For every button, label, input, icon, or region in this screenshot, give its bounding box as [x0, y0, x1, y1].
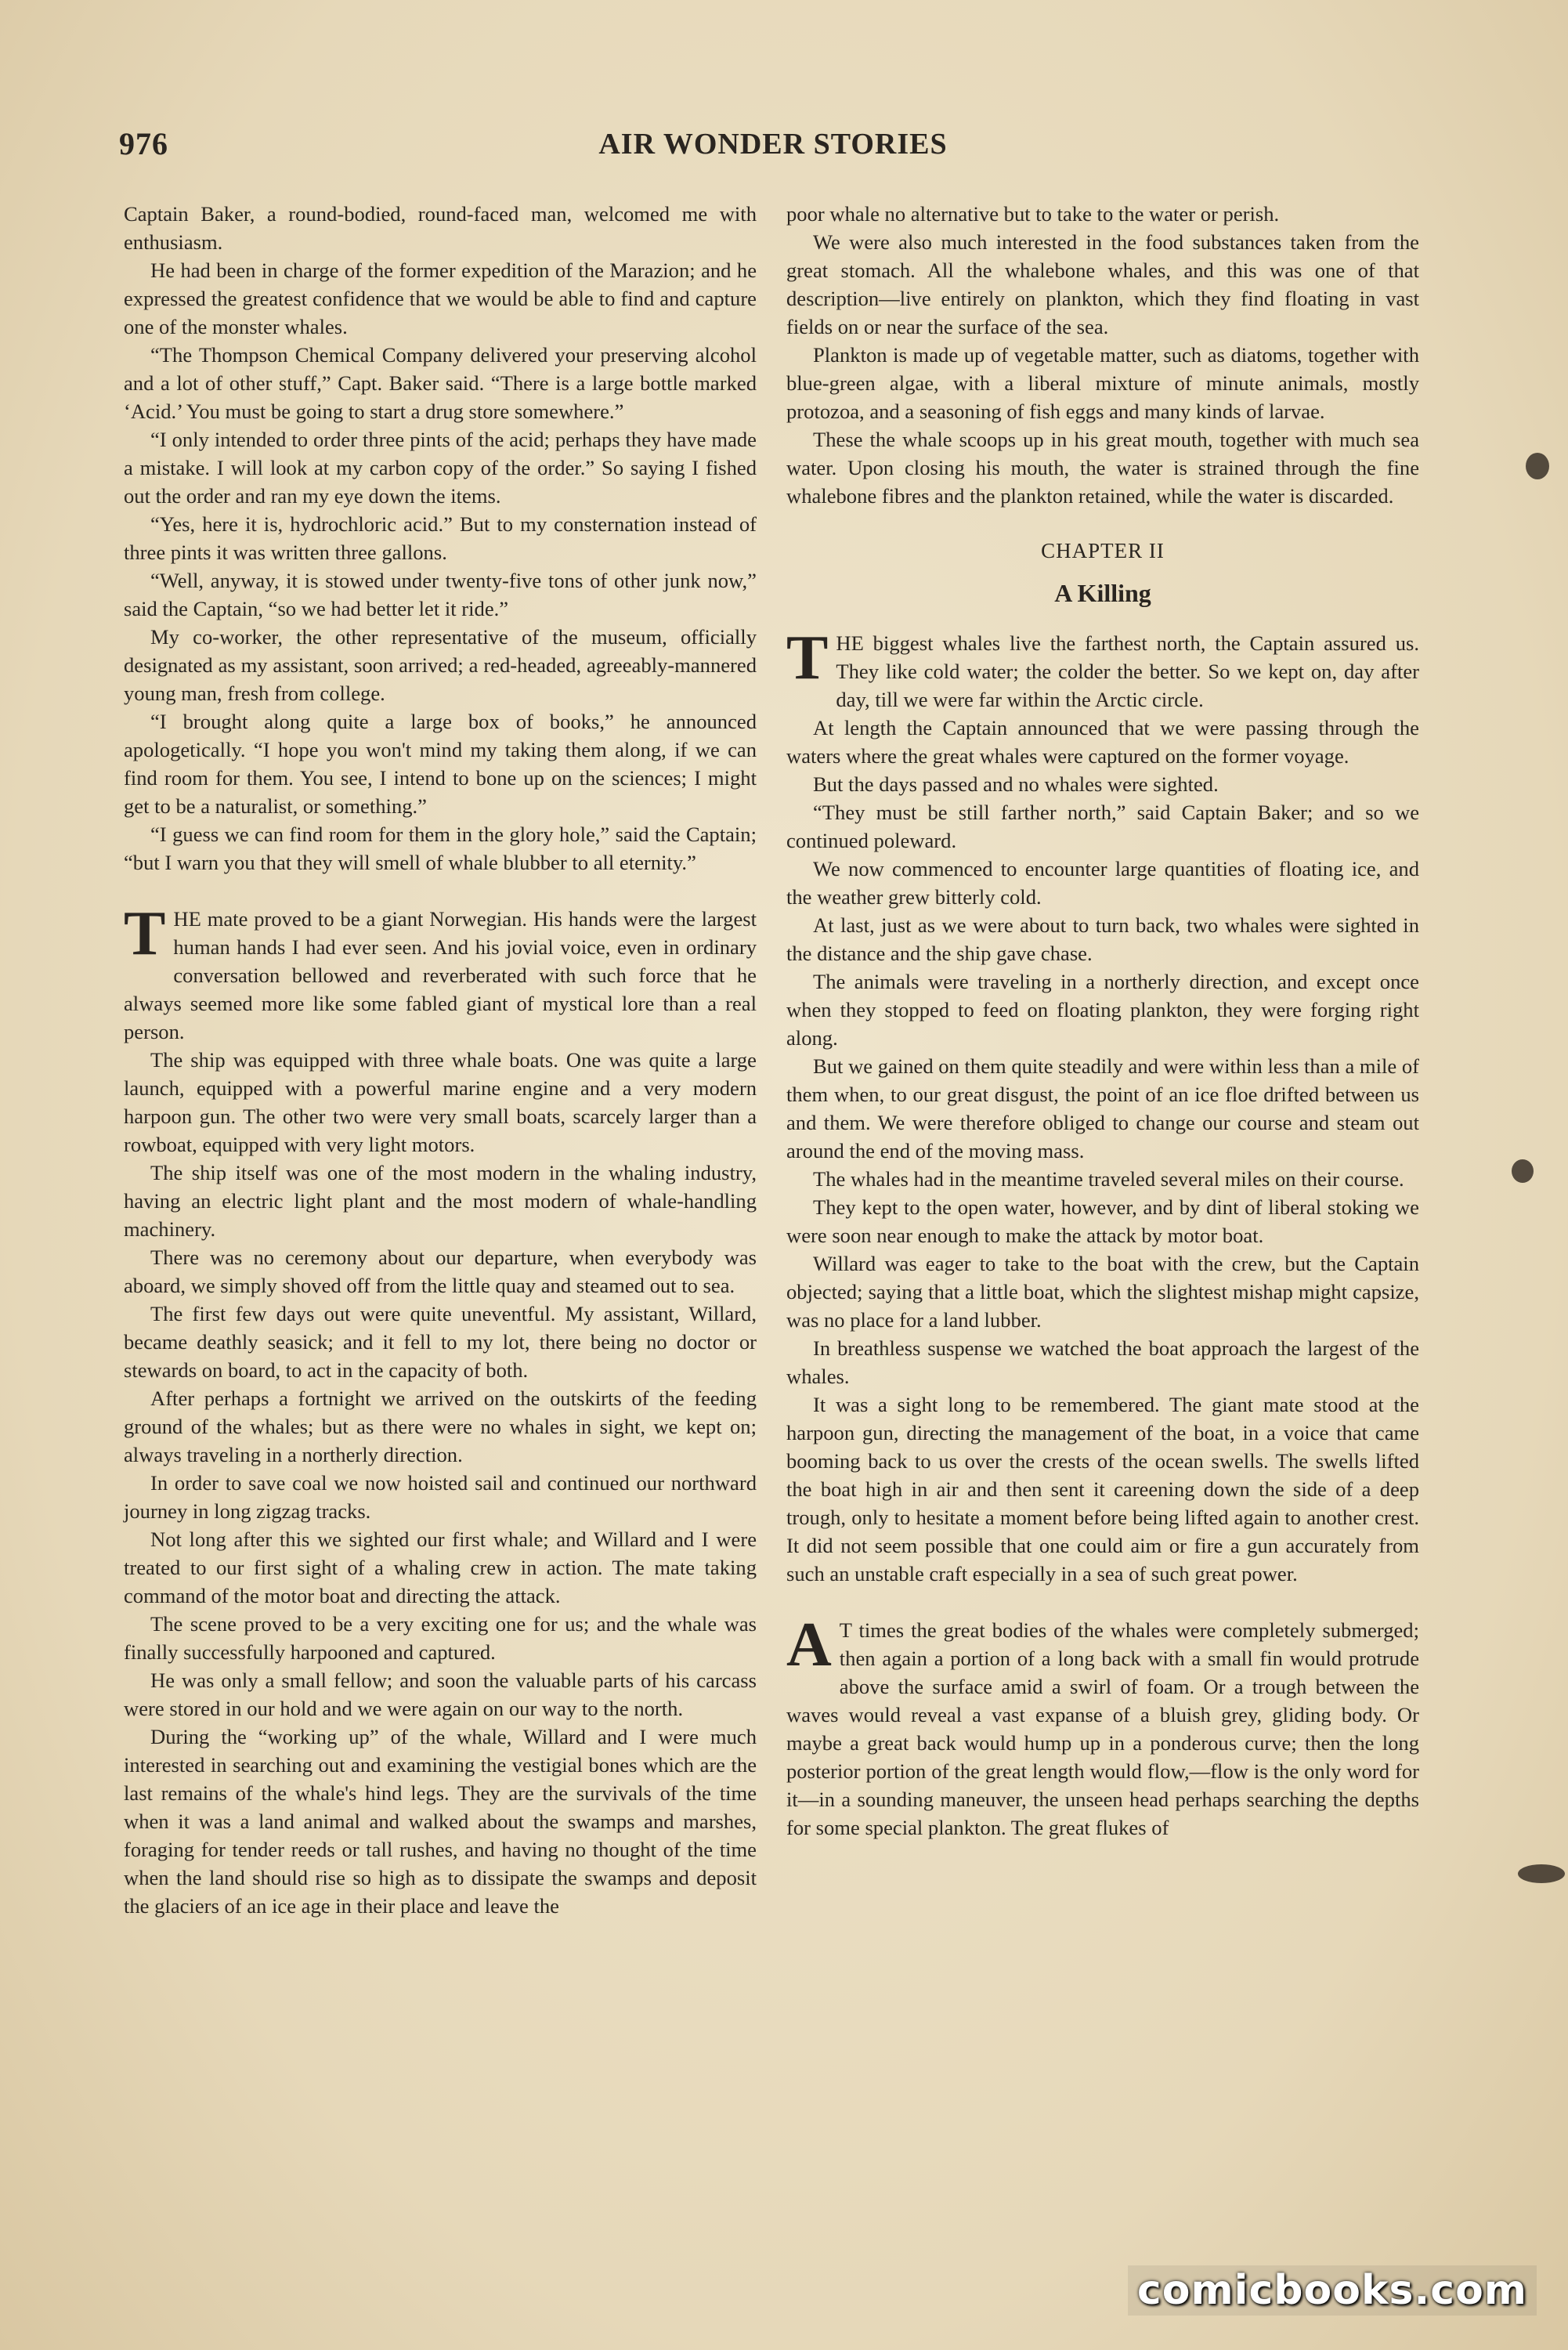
- paragraph-text: HE mate proved to be a giant Norwegian. His hands were the largest human hands I had ever seen. And his jovial voice, even in ordinary conversation bellowed and reverberated with such force that he always seemed more like some fabled giant of mystical lore than a real person.: [124, 907, 757, 1043]
- paragraph: These the whale scoops up in his great mouth, together with much sea water. Upon closing his mouth, the water is strained through the fine whalebone fibres and the plankton retained, while the water is discarded.: [786, 428, 1419, 508]
- paragraph: “I guess we can find room for them in the glory hole,” said the Captain; “but I warn you that they will smell of whale blubber to all eternity.”: [124, 822, 757, 874]
- paper-damage-mark: [1526, 453, 1549, 479]
- paper-damage-mark: [1512, 1159, 1534, 1183]
- paragraph: Willard was eager to take to the boat with the crew, but the Captain objected; saying that a little boat, which the slightest mishap might capsize, was no place for a land lubber.: [786, 1252, 1419, 1332]
- page-number: 976: [119, 126, 168, 161]
- paragraph: It was a sight long to be remembered. The giant mate stood at the harpoon gun, directing the management of the boat, in a voice that came booming back to us over the crests of the ocean swells. The swells lifted the boat high in air and then sent it careening down the side of a deep trough, only to hesitate a moment before being lifted again to another crest. It did not seem possible that one could aim or fire a gun accurately from such an unstable craft especially in a sea of such great power.: [786, 1393, 1419, 1585]
- paragraph: After perhaps a fortnight we arrived on the outskirts of the feeding ground of the whales; but as there were no whales in sight, we kept on; always traveling in a northerly direction.: [124, 1386, 757, 1466]
- watermark-logo: comicbooks.com: [1128, 2265, 1537, 2316]
- paragraph-text: T times the great bodies of the whales were completely submerged; then again a portion of a long back with a small fin would protrude above the surface amid a swirl of foam. Or a trough between the waves would reveal a vast expanse of a bluish grey, gliding body. Or maybe a great back would hump up in a ponderous curve; then the long posterior portion of the great length would flow,—flow is the only word for it—in a sounding maneuver, the unseen head perhaps searching the depths for some special plankton. The great flukes of: [786, 1618, 1419, 1839]
- paragraph: Not long after this we sighted our first whale; and Willard and I were treated to our first sight of a whaling crew in action. The mate taking command of the motor boat and directing the attack.: [124, 1528, 757, 1607]
- paragraph: At length the Captain announced that we were passing through the waters where the great whales were captured on the former voyage.: [786, 716, 1419, 768]
- paragraph: But the days passed and no whales were sighted.: [813, 772, 1219, 796]
- paragraph: They kept to the open water, however, and by dint of liberal stoking we were soon near enough to make the attack by motor boat.: [786, 1195, 1419, 1247]
- paragraph: The ship was equipped with three whale boats. One was quite a large launch, equipped with a powerful marine engine and a very modern harpoon gun. The other two were very small boats, scarcely larger than a rowboat, equipped with very light motors.: [124, 1048, 757, 1156]
- paragraph: “They must be still farther north,” said Captain Baker; and so we continued poleward.: [786, 801, 1419, 852]
- paragraph: “I only intended to order three pints of the acid; perhaps they have made a mistake. I will look at my carbon copy of the order.” So saying I fished out the order and ran my eye down the items.: [124, 428, 757, 508]
- paragraph: “Well, anyway, it is stowed under twenty-five tons of other junk now,” said the Captain, “so we had better let it ride.”: [124, 569, 757, 620]
- paragraph: The animals were traveling in a northerly direction, and except once when they stopped to feed on floating plankton, they were forging right along.: [786, 970, 1419, 1050]
- magazine-title: AIR WONDER STORIES: [598, 128, 948, 161]
- page-header: [119, 118, 1427, 172]
- paragraph-with-dropcap: [786, 1611, 1419, 1842]
- paragraph: We now commenced to encounter large quantities of floating ice, and the weather grew bitterly cold.: [786, 857, 1419, 909]
- paragraph: “I brought along quite a large box of books,” he announced apologetically. “I hope you won't mind my taking them along, if we can find room for them. You see, I intend to bone up on the sciences; I might get to be a naturalist, or something.”: [124, 710, 757, 818]
- paragraph: At last, just as we were about to turn back, two whales were sighted in the distance and the ship gave chase.: [786, 913, 1419, 965]
- paragraph: He was only a small fellow; and soon the valuable parts of his carcass were stored in our hold and we were again on our way to the north.: [124, 1668, 757, 1720]
- paragraph: The first few days out were quite uneventful. My assistant, Willard, became deathly seasick; and it fell to my lot, there being no doctor or stewards on board, to act in the capacity of both.: [124, 1302, 757, 1382]
- right-column: [786, 200, 1419, 1842]
- paragraph-text: HE biggest whales live the farthest north, the Captain assured us. They like cold water; the colder the better. So we kept on, day after day, till we were far within the Arctic circle.: [836, 631, 1419, 711]
- paragraph: We were also much interested in the food substances taken from the great stomach. All the whalebone whales, and this was one of that description—live entirely on plankton, which they find floating in vast fields on or near the surface of the sea.: [786, 230, 1419, 338]
- paper-damage-mark: [1518, 1864, 1565, 1883]
- section-break: [124, 877, 757, 905]
- paragraph: In breathless suspense we watched the boat approach the largest of the whales.: [786, 1336, 1419, 1388]
- chapter-title: A Killing: [1054, 579, 1151, 607]
- chapter-label: CHAPTER II: [1041, 539, 1165, 562]
- paragraph: Captain Baker, a round-bodied, round-faced man, welcomed me with enthusiasm.: [124, 202, 757, 254]
- paragraph: The ship itself was one of the most modern in the whaling industry, having an electric light plant and the most modern of whale-handling machinery.: [124, 1161, 757, 1241]
- paragraph-with-dropcap: [124, 899, 757, 1046]
- paragraph: The whales had in the meantime traveled several miles on their course.: [813, 1167, 1404, 1191]
- left-column: [124, 200, 757, 1920]
- paragraph: He had been in charge of the former expedition of the Marazion; and he expressed the greatest confidence that we would be able to find and capture one of the monster whales.: [124, 258, 757, 338]
- paragraph: But we gained on them quite steadily and were within less than a mile of them when, to our great disgust, the point of an ice floe drifted between us and them. We were therefore obliged to change our course and steam out around the end of the moving mass.: [786, 1054, 1419, 1162]
- paragraph: There was no ceremony about our departure, when everybody was aboard, we simply shoved off from the little quay and steamed out to sea.: [124, 1246, 757, 1297]
- paragraph: During the “working up” of the whale, Willard and I were much interested in searching out and examining the vestigial bones which are the last remains of the whale's hind legs. They are the survivals of the time when it was a land animal and walked about the swamps and marshes, foraging for tender reeds or tall rushes, and having no thought of the time when the land should rise so high as to dissipate the swamps and deposit the glaciers of an ice age in their place and leave the: [124, 1725, 757, 1918]
- paragraph: “The Thompson Chemical Company delivered your preserving alcohol and a lot of other stuff,” Capt. Baker said. “There is a large bottle marked ‘Acid.’ You must be going to start a drug store somewhere.”: [124, 343, 757, 423]
- paragraph: Plankton is made up of vegetable matter, such as diatoms, together with blue-green algae, with a liberal mixture of minute animals, mostly protozoa, and a seasoning of fish eggs and many kinds of larvae.: [786, 343, 1419, 423]
- paragraph-with-dropcap: [786, 624, 1419, 714]
- paragraph: In order to save coal we now hoisted sail and continued our northward journey in long zigzag tracks.: [124, 1471, 757, 1523]
- paragraph: The scene proved to be a very exciting one for us; and the whale was finally successfully harpooned and captured.: [124, 1612, 757, 1664]
- section-break: [786, 1588, 1419, 1616]
- drop-cap: A: [786, 1611, 832, 1679]
- paragraph: “Yes, here it is, hydrochloric acid.” But to my consternation instead of three pints it was written three gallons.: [124, 512, 757, 564]
- paragraph: poor whale no alternative but to take to the water or perish.: [786, 202, 1280, 226]
- drop-cap: T: [786, 624, 829, 692]
- drop-cap: T: [124, 899, 166, 968]
- paragraph: My co-worker, the other representative of the museum, officially designated as my assistant, soon arrived; a red-headed, agreeably-mannered young man, fresh from college.: [124, 625, 757, 705]
